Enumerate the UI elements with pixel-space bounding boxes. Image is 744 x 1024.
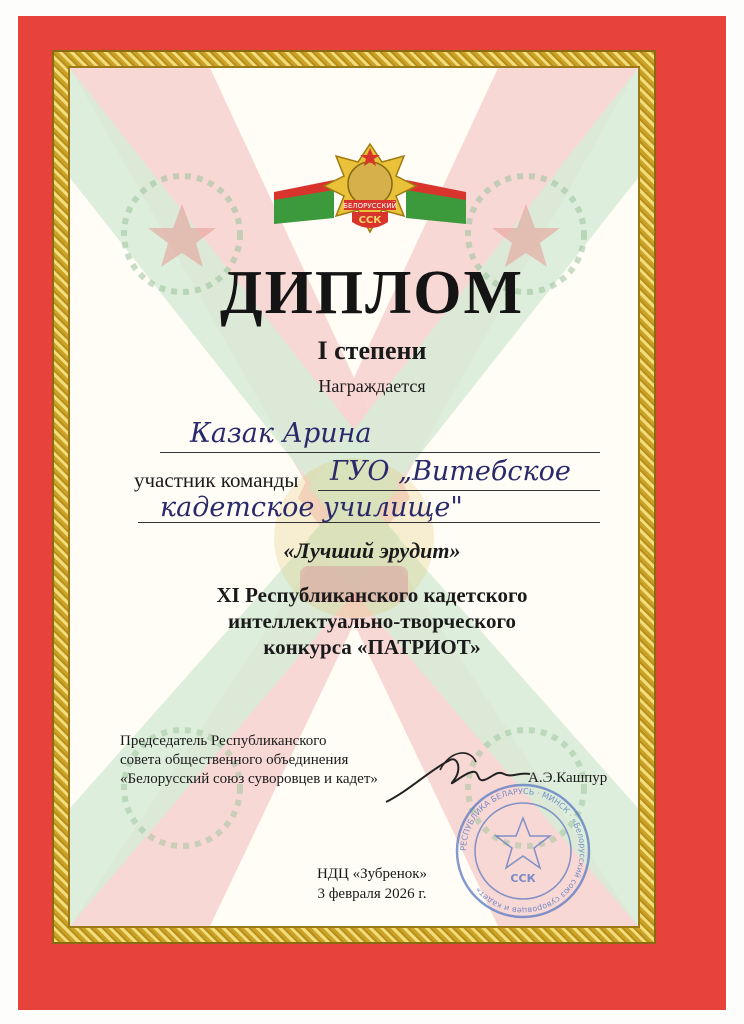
- issue-place: НДЦ «Зубренок»: [316, 866, 428, 882]
- svg-text:ССК: ССК: [510, 872, 536, 885]
- recipient-underline: [160, 452, 600, 453]
- contest-line-3: конкурса «ПАТРИОТ»: [263, 635, 481, 659]
- svg-text:БЕЛОРУССКИЙ: БЕЛОРУССКИЙ: [343, 202, 397, 210]
- svg-text:ССК: ССК: [358, 215, 382, 226]
- chairman-line-3: «Белорусский союз суворовцев и кадет»: [120, 771, 378, 787]
- diploma-title: ДИПЛОМ: [219, 259, 525, 327]
- team-underline-1: [318, 490, 600, 491]
- degree-label: I степени: [317, 336, 427, 365]
- nomination-title: «Лучший эрудит»: [283, 538, 461, 563]
- signer-name: А.Э.Кашпур: [528, 770, 608, 786]
- awarded-label: Награждается: [318, 376, 426, 396]
- issue-place-date: [0, 864, 744, 904]
- chairman-title: [120, 732, 378, 789]
- contest-line-1: XI Республиканского кадетского: [216, 583, 528, 607]
- team-name-line2: кадетское училище": [160, 492, 463, 523]
- team-underline-2: [138, 522, 600, 523]
- recipient-name: Казак Арина: [190, 418, 372, 449]
- chairman-line-2: совета общественного объединения: [120, 752, 349, 768]
- contest-name: [0, 582, 744, 660]
- contest-line-2: интеллектуально-творческого: [228, 609, 516, 633]
- team-name-line1: ГУО „Витебское: [330, 456, 571, 487]
- team-label: участник команды: [134, 468, 299, 492]
- ssk-emblem-icon: [270, 140, 470, 240]
- svg-text:РЕСПУБЛИКА БЕЛАРУСЬ · МИНСК ·: РЕСПУБЛИКА БЕЛАРУСЬ · МИНСК · «Белорусский союз суворовцев и кадет»: [458, 786, 588, 916]
- chairman-line-1: Председатель Республиканского: [120, 733, 327, 749]
- issue-date: 3 февраля 2026 г.: [317, 886, 427, 902]
